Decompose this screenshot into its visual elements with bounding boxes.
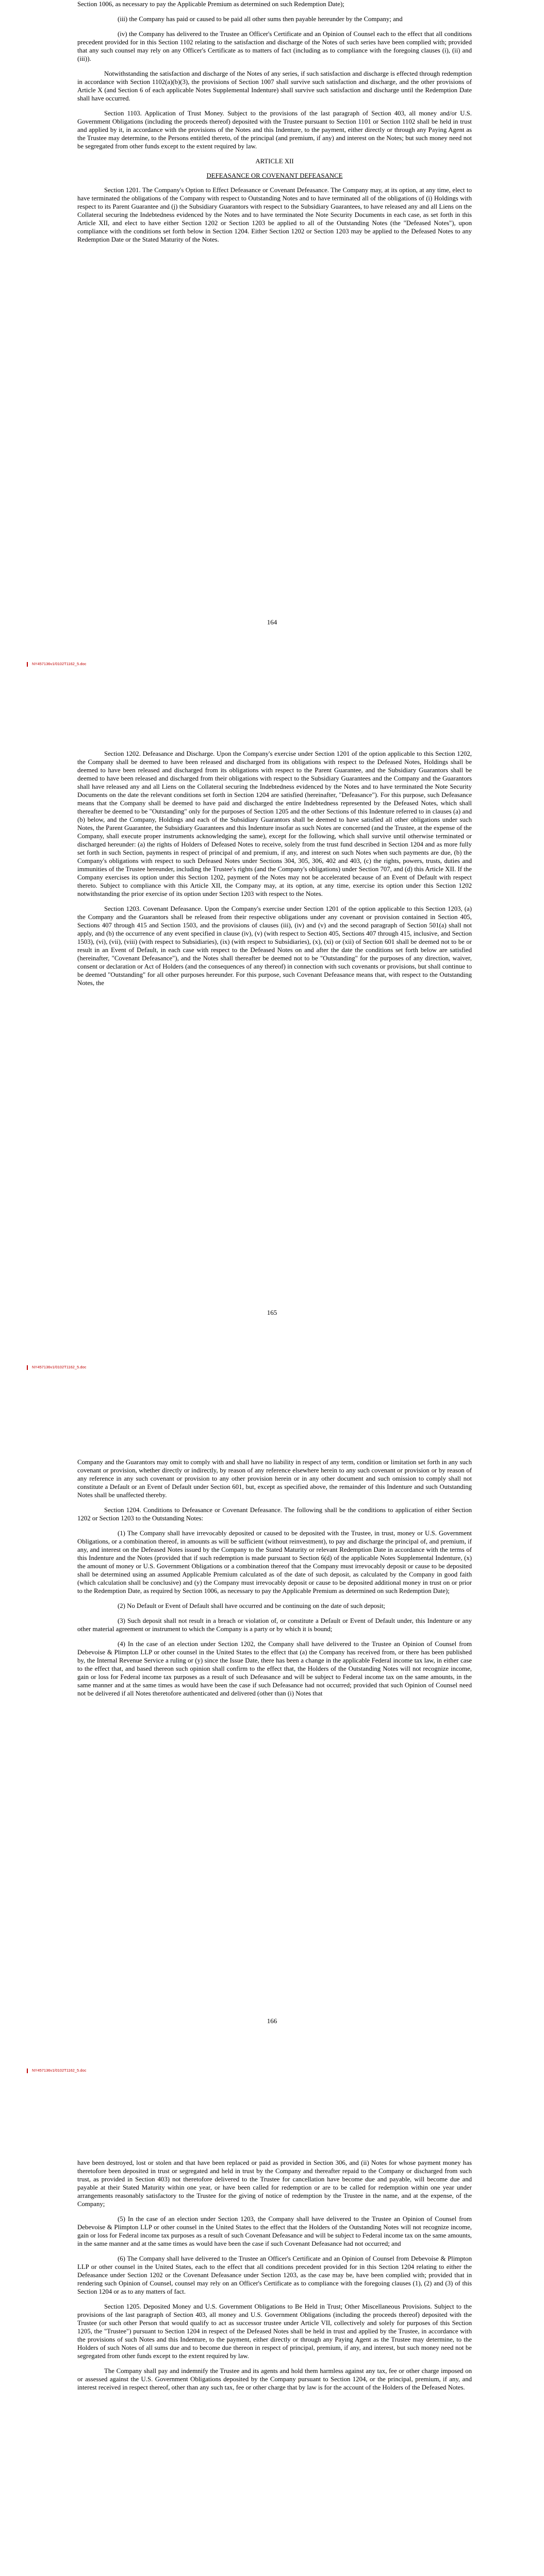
- document-footer: [27, 662, 86, 667]
- paragraph: Notwithstanding the satisfaction and discharge of the Notes of any series, if such satisfaction and discharge is effected through redemption in accordance with Section 1102(a)(b)(3), the provisions of Section 1007 shall survive such satisfaction and discharge, and the other provisions of Article X (and Section 6 of each applicable Notes Supplemental Indenture) shall survive such satisfaction and discharge until the Redemption Date shall have occurred.: [77, 70, 472, 102]
- footer-id: NY457136v1/0102T1162_5.doc: [32, 1365, 87, 1369]
- paragraph: Section 1204. Conditions to Defeasance or Covenant Defeasance. The following shall be the conditions to application of either Section 1202 or Section 1203 to the Outstanding Notes:: [77, 1506, 472, 1522]
- change-bar: [27, 2069, 28, 2073]
- paragraph: (iv) the Company has delivered to the Trustee an Officer's Certificate and an Opinion of Counsel each to the effect that all conditions precedent provided for in this Section 1102 relating to the satisfaction and discharge of the Notes of such series have been complied with; provided that any such counsel may rely on any Officer's Certificate as to matters of fact (including as to compliance with the foregoing clauses (i), (ii) and (iii)).: [77, 30, 472, 62]
- clause: (5) In the case of an election under Section 1203, the Company shall have delivered to the Trustee an Opinion of Counsel from Debevoise & Plimpton LLP or other counsel in the United States to the effect that the Holders of the Outstanding Notes will not recognize income, gain or loss for Federal income tax purposes as a result of such Covenant Defeasance and will be subject to Federal income tax on the same amounts, in the same manner and at the same times as would have been the case if such Covenant Defeasance had not occurred; and: [77, 2215, 472, 2247]
- paragraph: Company and the Guarantors may omit to comply with and shall have no liability in respect of any term, condition or limitation set forth in any such covenant or provision, whether directly or indirectly, by reason of any reference elsewhere herein to any such covenant or provision or by reason of any reference in any such covenant or provision to any other provision herein or in any other document and such omission to comply shall not constitute a Default or an Event of Default under Section 601, but, except as specified above, the remainder of this Indenture and such Outstanding Notes shall be unaffected thereby.: [77, 1459, 472, 1499]
- footer-id: NY457136v1/0102T1162_5.doc: [32, 662, 87, 666]
- clause: (4) In the case of an election under Section 1202, the Company shall have delivered to the Trustee an Opinion of Counsel from Debevoise & Plimpton LLP or other counsel in the United States to the effect that (a) the Company has received from, or there has been published by, the Internal Revenue Service a ruling or (y) since the Issue Date, there has been a change in the applicable Federal income tax law, in either case to the effect that, and based thereon such opinion shall confirm to the effect that, the Holders of the Outstanding Notes will not recognize income, gain or loss for Federal income tax purposes as a result of such Defeasance and will be subject to Federal income tax on the same amounts, in the same manner and at the same times as would have been the case if such Defeasance had not occurred; provided that such Opinion of Counsel need not be delivered if all Notes theretofore authenticated and delivered (other than (i) Notes that: [77, 1640, 472, 1697]
- page-content: [77, 2159, 472, 2398]
- clause: (3) Such deposit shall not result in a breach or violation of, or constitute a Default or Event of Default under, this Indenture or any other material agreement or instrument to which the Company is a party or by which it is bound;: [77, 1617, 472, 1633]
- paragraph: The Company shall pay and indemnify the Trustee and its agents and hold them harmless against any tax, fee or other charge imposed on or assessed against the U.S. Government Obligations deposited by the Company pursuant to Section 1204, or the principal, premium, if any, and interest received in respect thereof, other than any such tax, fee or other charge that by law is for the account of the Holders of the Defeased Notes.: [77, 2367, 472, 2391]
- paragraph: Section 1103. Application of Trust Money. Subject to the provisions of the last paragraph of Section 403, all money and/or U.S. Government Obligations (including the proceeds thereof) deposited with the Trustee pursuant to Section 1101 or Section 1102 shall be held in trust and applied by it, in accordance with the provisions of the Notes and this Indenture, to the payment, either directly or through any Paying Agent as the Trustee may determine, to the Persons entitled thereto, of the principal (and premium, if any) and interest on the Notes; but such money need not be segregated from other funds except to the extent required by law.: [77, 110, 472, 150]
- page-165: [0, 703, 544, 1406]
- paragraph: (iii) the Company has paid or caused to be paid all other sums then payable hereunder by the Company; and: [118, 15, 403, 23]
- article-title: DEFEASANCE OR COVENANT DEFEASANCE: [206, 172, 343, 179]
- paragraph: Section 1201. The Company's Option to Effect Defeasance or Covenant Defeasance. The Company may, at its option, at any time, elect to have terminated the obligations of the Company with respect to Outstanding Notes and to have terminated all of the obligations of (i) Holdings with respect to its Parent Guarantee and (j) the Subsidiary Guarantors with respect to the Subsidiary Guarantees, to have released any and all Liens on the Collateral securing the Indebtedness evidenced by the Notes and to have terminated the Note Security Documents in each case, as set forth in this Article XII, and elect to have either Section 1202 or Section 1203 be applied to all of the Outstanding Notes (the "Defeased Notes"), upon compliance with the conditions set forth below in Section 1204. Either Section 1202 or Section 1203 may be applied to the Defeased Notes to any Redemption Date or the Stated Maturity of the Notes.: [77, 187, 472, 243]
- page-content: [77, 1458, 472, 1704]
- paragraph: have been destroyed, lost or stolen and that have been replaced or paid as provided in Section 306, and (ii) Notes for whose payment money has theretofore been deposited in trust or segregated and held in trust by the Company and thereafter repaid to the Company or discharged from such trust, as provided in Section 403) not theretofore delivered to the Trustee for cancellation have become due and payable, will become due and payable at their Stated Maturity within one year, or have been called for redemption or are to be called for redemption within one year under arrangements reasonably satisfactory to the Trustee for the giving of notice of redemption by the Trustee in the name, and at the expense, of the Company;: [77, 2159, 472, 2208]
- paragraph: Section 1006, as necessary to pay the Applicable Premium as determined on such Redemption Date);: [77, 1, 344, 8]
- page-number: 165: [267, 1309, 277, 1316]
- clause: (2) No Default or Event of Default shall have occurred and be continuing on the date of such deposit;: [118, 1602, 385, 1609]
- footer-id: NY457136v1/0102T1162_5.doc: [32, 2068, 87, 2073]
- document-footer: [27, 1365, 86, 1370]
- clause: (1) The Company shall have irrevocably deposited or caused to be deposited with the Trustee, in trust, money or U.S. Government Obligations, or a combination thereof, in amounts as will be sufficient (without reinvestment), to pay and discharge the principal of, and premium, if any, and interest on the Defeased Notes issued by the Company to the Stated Maturity or relevant Redemption Date in accordance with the terms of this Indenture and the Notes (provided that if such redemption is made pursuant to Section 6(d) of the applicable Notes Supplemental Indenture, (x) the amount of money or U.S. Government Obligations or a combination thereof that the Company must irrevocably deposit or cause to be deposited shall be determined using an assumed Applicable Premium calculated as of the date of such deposit, as calculated by the Company in good faith (which calculation shall be conclusive) and (y) the Company must irrevocably deposit or cause to be deposited additional money in trust on or prior to the Redemption Date, as required by Section 1006, as necessary to pay the Applicable Premium as determined on such Redemption Date);: [77, 1530, 472, 1595]
- change-bar: [27, 1365, 28, 1370]
- document-footer: [27, 2068, 86, 2073]
- page-content: [77, 750, 472, 994]
- paragraph: Section 1203. Covenant Defeasance. Upon the Company's exercise under Section 1201 of the option applicable to this Section 1203, (a) the Company and the Guarantors shall be released from their respective obligations under any covenant or provision contained in Section 405, Sections 407 through 415 and Section 1503, and the provisions of clauses (iii), (iv) and (v) and the second paragraph of Section 501(a) shall not apply, and (b) the occurrence of any event specified in clause (iv), (v) (with respect to Section 405, Sections 407 through 415, inclusive, and Section 1503), (vi), (vii), (viii) (with respect to Subsidiaries), (ix) (with respect to Subsidiaries), (x), (xi) or (xii) of Section 601 shall be deemed not to be or result in an Event of Default, in each case with respect to the Defeased Notes on and after the date the conditions set forth below are satisfied (hereinafter, "Covenant Defeasance"), and the Notes shall thereafter be deemed not to be "Outstanding" for the purposes of any direction, waiver, consent or declaration or Act of Holders (and the consequences of any thereof) in connection with such covenants or provisions, but shall continue to be deemed "Outstanding" for all other purposes hereunder. For this purpose, such Covenant Defeasance means that, with respect to the Outstanding Notes, the: [77, 905, 472, 987]
- page-number: 164: [267, 618, 277, 626]
- page-166: [0, 1406, 544, 2110]
- article-number: ARTICLE XII: [255, 158, 294, 165]
- change-bar: [27, 662, 28, 667]
- clause: (6) The Company shall have delivered to the Trustee an Officer's Certificate and an Opinion of Counsel from Debevoise & Plimpton LLP or other counsel in the United States, each to the effect that all conditions precedent provided for in this Section 1204 relating to either the Defeasance under Section 1202 or the Covenant Defeasance under Section 1203, as the case may be, have been complied with; provided that in rendering such Opinion of Counsel, counsel may rely on an Officer's Certificate as to compliance with the foregoing clauses (1), (2) and (3) of this Section 1204 or as to any matters of fact.: [77, 2255, 472, 2295]
- page-167: [0, 2110, 544, 2576]
- page-164: [0, 0, 544, 703]
- paragraph: Section 1205. Deposited Money and U.S. Government Obligations to Be Held in Trust; Other Miscellaneous Provisions. Subject to the provisions of the last paragraph of Section 403, all money and U.S. Government Obligations (including the proceeds thereof) deposited with the Trustee (or such other Person that would qualify to act as successor trustee under Article VII, collectively and solely for purposes of this Section 1205, the "Trustee") pursuant to Section 1204 in respect of the Defeased Notes shall be held in trust and applied by the Trustee, in accordance with the provisions of such Notes and this Indenture, to the payment, either directly or through any Paying Agent as the Trustee may determine, to the Holders of such Notes of all sums due and to become due thereon in respect of principal, premium, if any, and interest, but such money need not be segregated from other funds except to the extent required by law.: [77, 2303, 472, 2360]
- paragraph: Section 1202. Defeasance and Discharge. Upon the Company's exercise under Section 1201 of the option applicable to this Section 1202, the Company shall be deemed to have been released and discharged from its obligations with respect to the Defeased Notes, Holdings shall be deemed to have been released and discharged from its obligations with respect to the Parent Guarantee, and the Subsidiary Guarantors shall be deemed to have been released and discharged from their obligations with respect to the Subsidiary Guarantees and the Company and the Guarantors shall have released any and all Liens on the Collateral securing the Indebtedness evidenced by the Notes and to have terminated the Note Security Documents on the date the relevant conditions set forth in Section 1204 are satisfied (hereinafter, "Defeasance"). For this purpose, such Defeasance means that the Company shall be deemed to have paid and discharged the entire Indebtedness represented by the Defeased Notes, which shall thereafter be deemed to be "Outstanding" only for the purposes of Section 1205 and the other Sections of this Indenture referred to in clauses (a) and (b) below, and the Company, Holdings and each of the Subsidiary Guarantors shall be deemed to have satisfied all other obligations under such Notes, the Parent Guarantee, the Subsidiary Guarantees and this Indenture insofar as such Notes are concerned (and the Trustee, at the expense of the Company, shall execute proper instruments acknowledging the same), except for the following, which shall survive until otherwise terminated or discharged hereunder: (a) the rights of Holders of Defeased Notes to receive, solely from the trust fund described in Section 1204 and as more fully set forth in such Section, payments in respect of principal of and premium, if any, and interest on such Notes when such payments are due, (b) the Company's obligations with respect to such Defeased Notes under Sections 304, 305, 306, 402 and 403, (c) the rights, powers, trusts, duties and immunities of the Trustee hereunder, including the Trustee's rights (and the Company's obligations) under Section 707, and (d) this Article XII. If the Company exercises its option under this Section 1202, payment of the Notes may not be accelerated because of an Event of Default with respect thereto. Subject to compliance with this Article XII, the Company may, at its option, at any time, exercise its option under this Section 1202 notwithstanding the prior exercise of its option under Section 1203 with respect to the Notes.: [77, 750, 472, 897]
- page-number: 166: [267, 2017, 277, 2025]
- page-content: [77, 0, 472, 250]
